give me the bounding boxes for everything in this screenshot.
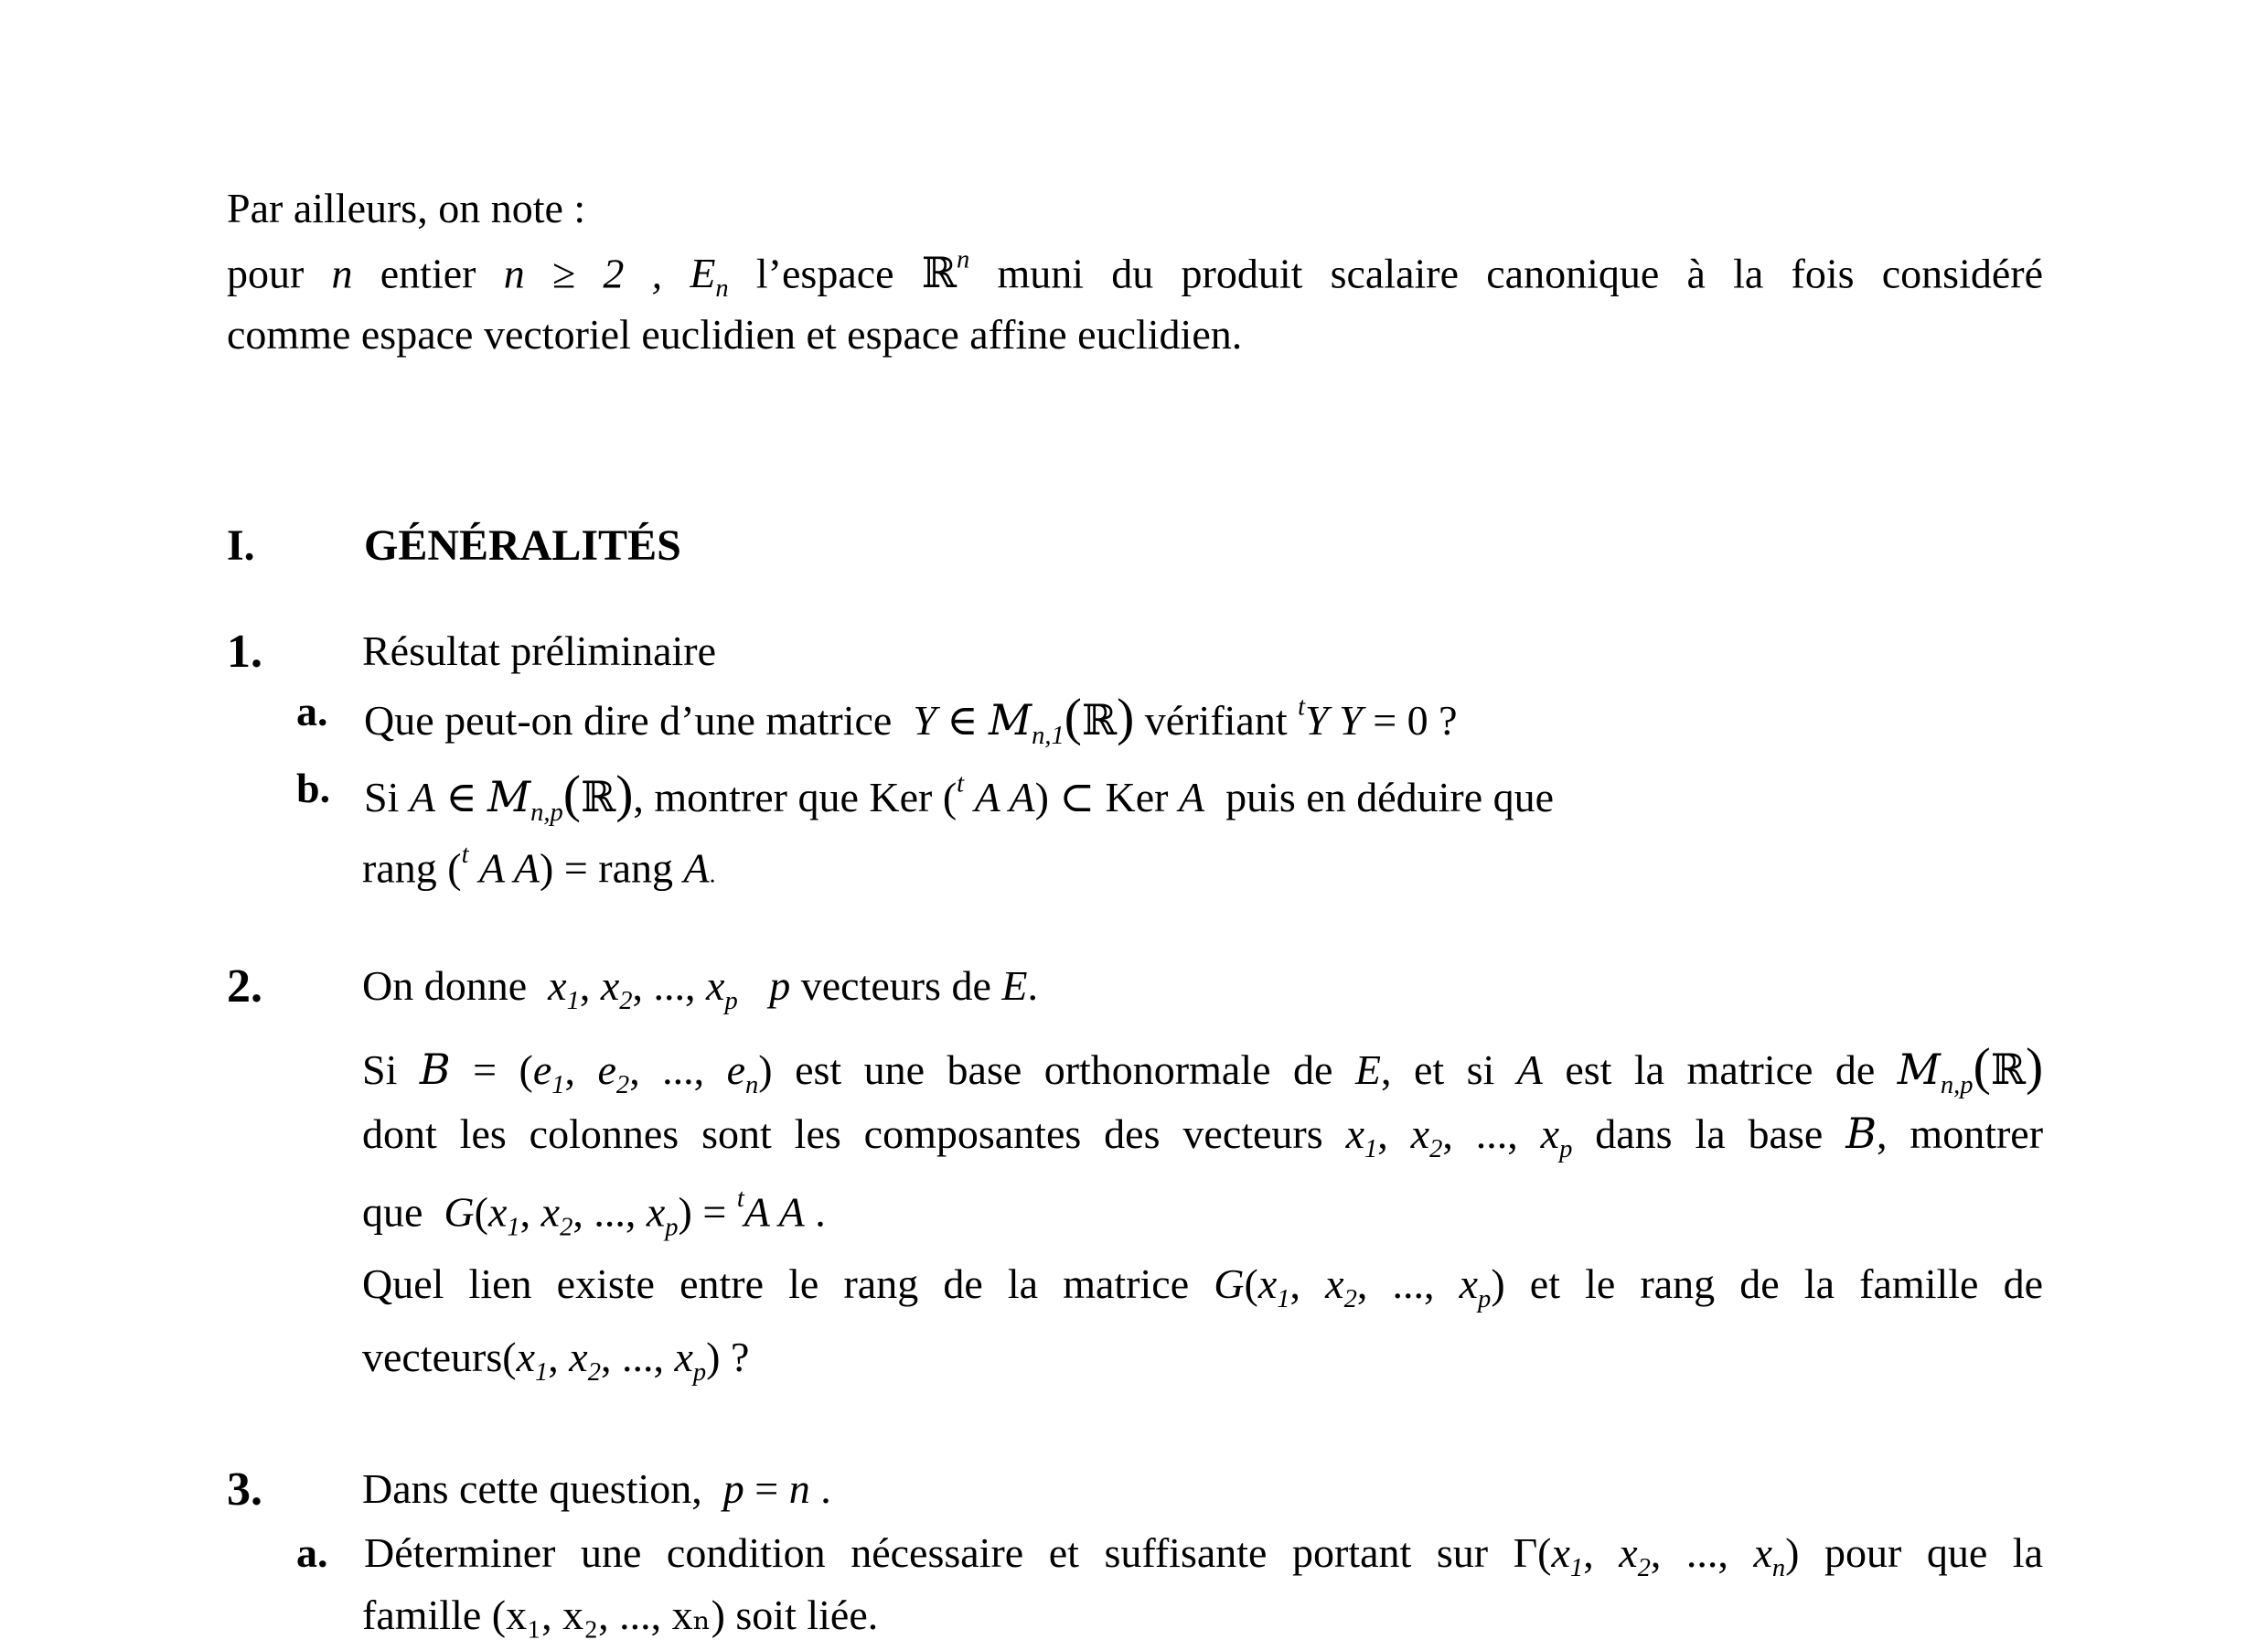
question-2-line-5: Quel lien existe entre le rang de la matrice $G(x_1$, $x_2$, ..., $x_p$) et le rang de la famille de: [362, 1260, 2044, 1313]
question-1a-text: Que peut-on dire d’une matrice Y ∈ $M_{n,1}(ℝ)$ vérifiant $^t$Y Y = 0 ?: [364, 689, 1458, 750]
question-2-line-6: $vecteurs(x_1$, $x_2$, ..., $x_p$) ?: [362, 1334, 750, 1387]
question-3a-text: Déterminer une condition nécessaire et suffisante portant sur $\Gamma(x_1$, $x_2$, ..., $x_n$) pour que la: [364, 1529, 2044, 1582]
question-2-number: 2.: [227, 960, 262, 1013]
question-2-line-2: Si $B = (e_1$, $e_2$, ..., $e_n$) est une base orthonormale de E, et si A est la matrice de $M_{n,p}(ℝ)$: [362, 1038, 2044, 1099]
question-1-number: 1.: [227, 626, 262, 678]
intro-line-3: comme espace vectoriel euclidien et espace affine euclidien.: [227, 311, 1243, 358]
question-3a-label: a.: [296, 1529, 328, 1576]
question-1b-text: Si A ∈ $M_{n,p}(ℝ)$, montrer que Ker ($^t$ A A) ⊂ Ker A puis en déduire que: [364, 766, 1555, 827]
question-1b-label: b.: [296, 765, 331, 811]
intro-line-1: Par ailleurs, on note :: [227, 185, 586, 231]
question-1-title: Résultat préliminaire: [362, 627, 717, 674]
question-3-line-1: Dans cette question, p = n .: [362, 1465, 831, 1512]
question-2-line-3: dont les colonnes sont les composantes des vecteurs $x_1$, $x_2$, ..., $x_p$ dans la base B, montrer: [362, 1109, 2044, 1163]
question-1b-line-2: rang ($^t$ A A) = rang A.: [362, 841, 716, 892]
section-title: GÉNÉRALITÉS: [364, 521, 681, 570]
question-3-number: 3.: [227, 1463, 262, 1516]
intro-line-2: pour n entier n ≥ 2 , $E_n$ l’espace ℝ$^n$ muni du produit scalaire canonique à la fois considéré: [227, 246, 2044, 304]
question-1a-label: a.: [296, 688, 328, 734]
question-2-line-1: On donne $x_1$, $x_2$, ..., $x_p$ p vecteurs de E.: [362, 962, 1038, 1015]
section-number: I.: [227, 521, 255, 570]
question-3a-line-2: famille (x₁, x₂, ..., xₙ) soit liée.: [362, 1592, 879, 1638]
question-2-line-4: que $G(x_1$, $x_2$, ..., $x_p) = ^tA$ A .: [362, 1184, 826, 1242]
